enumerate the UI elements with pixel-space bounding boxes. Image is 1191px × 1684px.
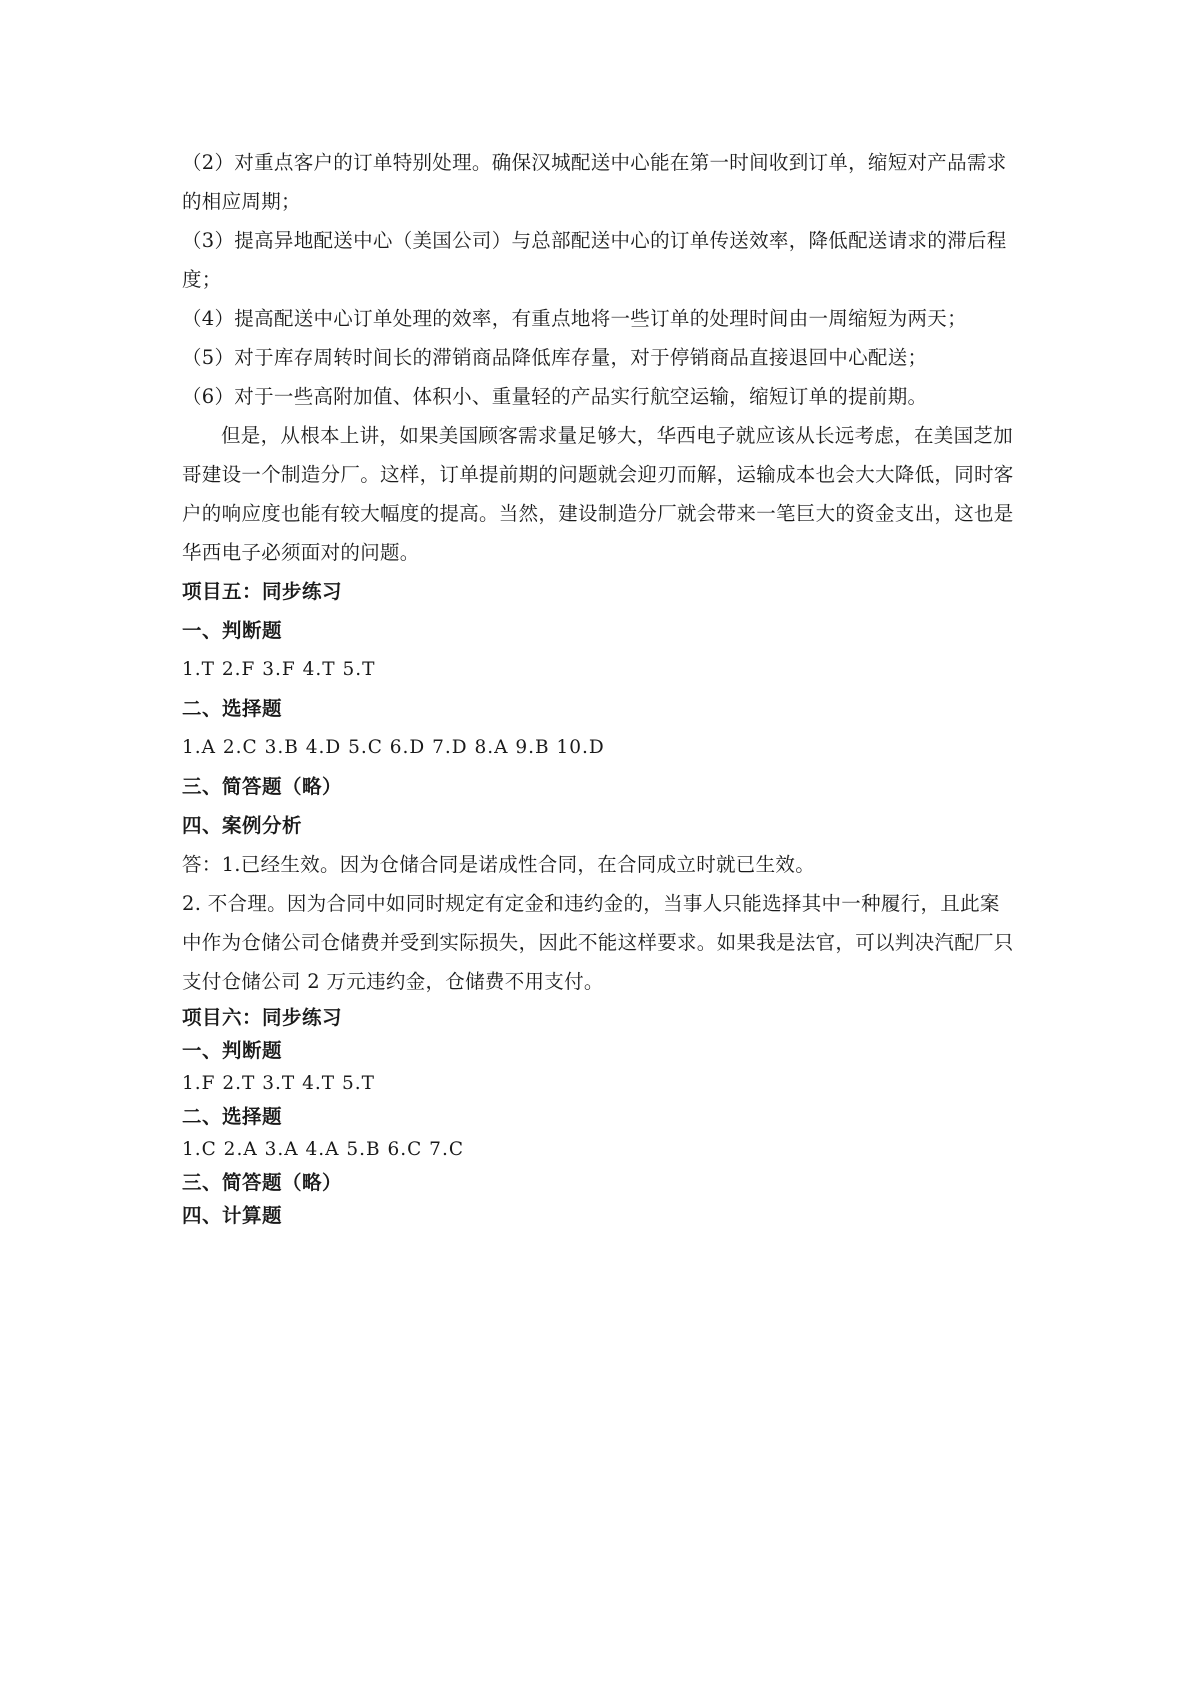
project6-section bbox=[182, 1001, 1017, 1232]
project6-heading-true-false: 一、判断题 bbox=[182, 1039, 283, 1062]
project5-heading-true-false: 一、判断题 bbox=[182, 619, 283, 642]
project6-heading-calculation: 四、计算题 bbox=[182, 1204, 283, 1227]
list-item: （5）对于库存周转时间长的滞销商品降低库存量，对于停销商品直接退回中心配送； bbox=[182, 346, 928, 369]
project5-case-answer-2: 2. 不合理。因为合同中如同时规定有定金和违约金的，当事人只能选择其中一种履行，且此案中作为仓储公司仓储费并受到实际损失，因此不能这样要求。如果我是法官，可以判决汽配厂只支付仓储公司 2 万元违约金，仓储费不用支付。 bbox=[182, 892, 1014, 993]
project5-answers-true-false: 1.T 2.F 3.F 4.T 5.T bbox=[182, 659, 376, 680]
project6-heading-choice: 二、选择题 bbox=[182, 1105, 283, 1128]
list-item: （2）对重点客户的订单特别处理。确保汉城配送中心能在第一时间收到订单，缩短对产品需求的相应周期； bbox=[182, 151, 1007, 213]
project6-title: 项目六：同步练习 bbox=[182, 1006, 343, 1029]
project5-case-answer-1: 答：1.已经生效。因为仓储合同是诺成性合同，在合同成立时就已生效。 bbox=[182, 853, 816, 876]
project6-answers-choice: 1.C 2.A 3.A 4.A 5.B 6.C 7.C bbox=[182, 1139, 464, 1160]
list-item: （3）提高异地配送中心（美国公司）与总部配送中心的订单传送效率，降低配送请求的滞后程度； bbox=[182, 229, 1007, 291]
project5-heading-case: 四、案例分析 bbox=[182, 814, 303, 837]
project5-heading-short-answer: 三、简答题（略） bbox=[182, 775, 343, 798]
project5-title: 项目五：同步练习 bbox=[182, 580, 343, 603]
list-item: （6）对于一些高附加值、体积小、重量轻的产品实行航空运输，缩短订单的提前期。 bbox=[182, 385, 928, 408]
project6-heading-short-answer: 三、简答题（略） bbox=[182, 1171, 343, 1194]
project6-answers-true-false: 1.F 2.T 3.T 4.T 5.T bbox=[182, 1073, 375, 1094]
list-item: （4）提高配送中心订单处理的效率，有重点地将一些订单的处理时间由一周缩短为两天； bbox=[182, 307, 967, 330]
page-content bbox=[182, 143, 1017, 1232]
project5-heading-choice: 二、选择题 bbox=[182, 697, 283, 720]
project5-answers-choice: 1.A 2.C 3.B 4.D 5.C 6.D 7.D 8.A 9.B 10.D bbox=[182, 737, 605, 758]
body-paragraph: 但是，从根本上讲，如果美国顾客需求量足够大，华西电子就应该从长远考虑，在美国芝加哥建设一个制造分厂。这样，订单提前期的问题就会迎刃而解，运输成本也会大大降低，同时客户的响应度也能有较大幅度的提高。当然，建设制造分厂就会带来一笔巨大的资金支出，这也是华西电子必须面对的问题。 bbox=[182, 424, 1014, 564]
